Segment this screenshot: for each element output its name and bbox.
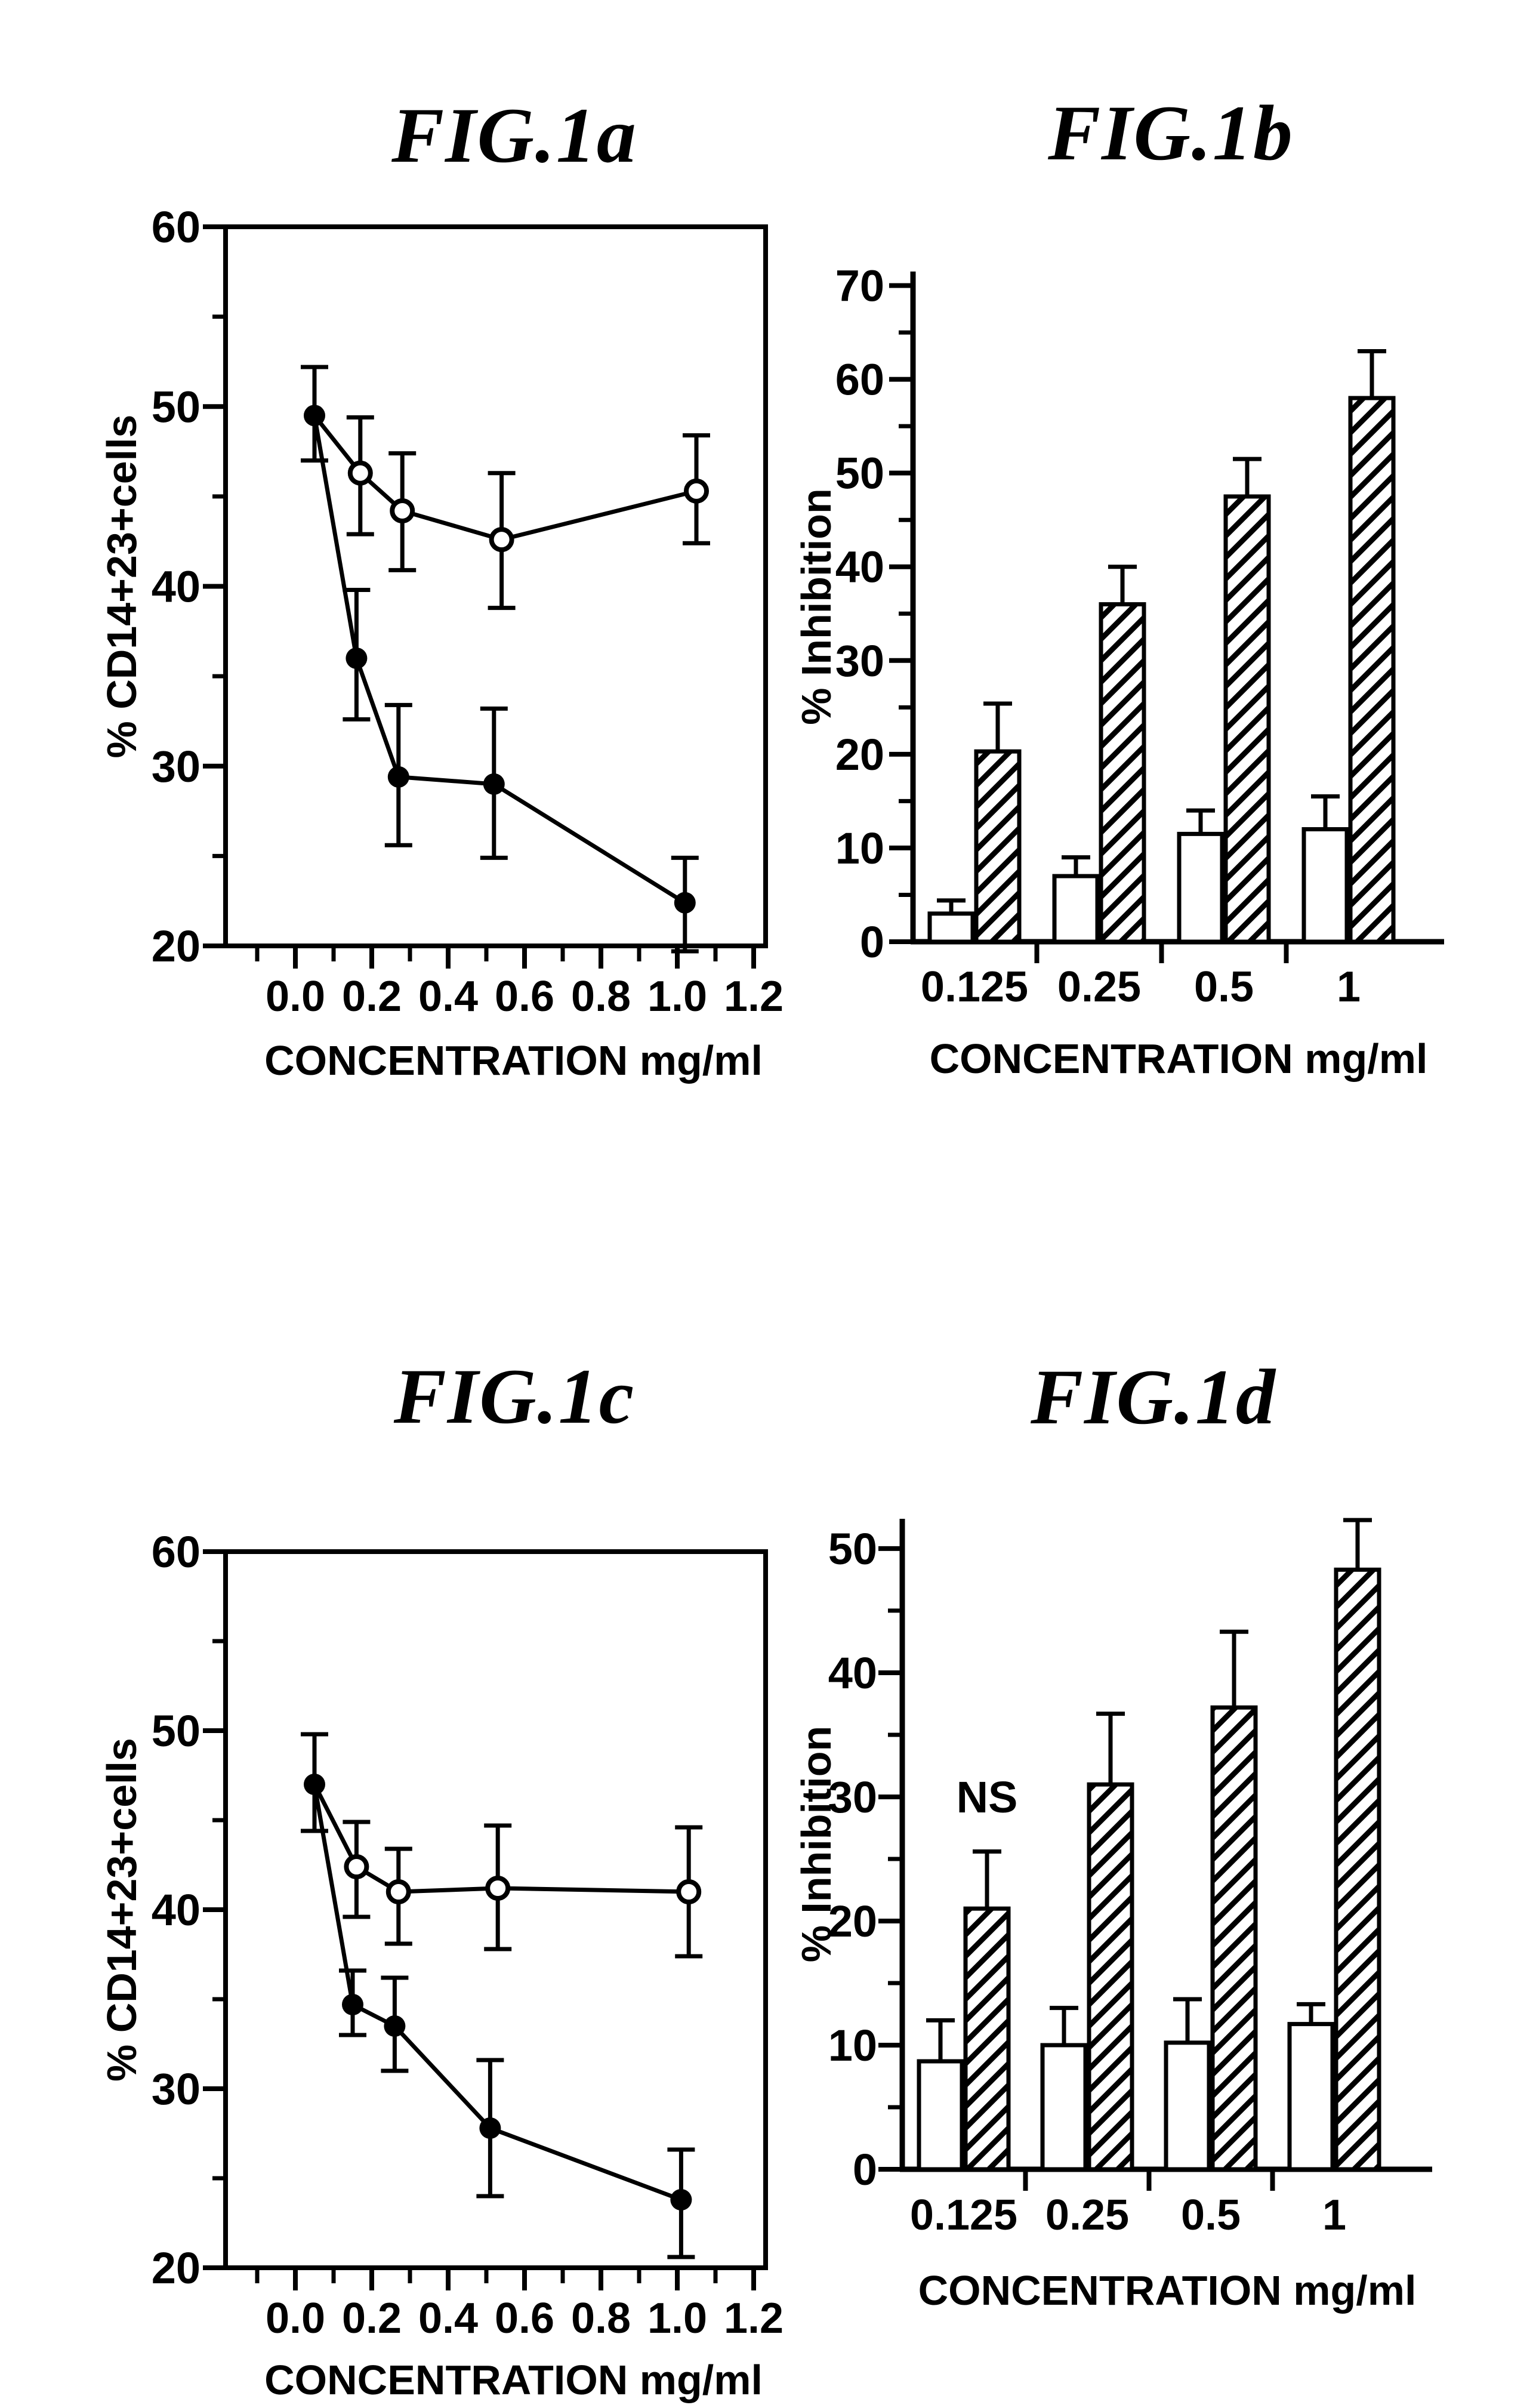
category-label: 0.5 xyxy=(1180,2191,1241,2239)
open-bar xyxy=(1166,2043,1209,2169)
open-circle-marker xyxy=(686,481,707,501)
hatched-bar xyxy=(1226,497,1269,942)
fig1d-panel xyxy=(793,1519,1432,2314)
x-tick-label: 1.0 xyxy=(647,973,708,1020)
category-label: 1 xyxy=(1336,963,1361,1011)
category-label: 1 xyxy=(1322,2191,1347,2239)
y-axis-label: % CD14+23+cells xyxy=(98,414,145,759)
filled-circle-marker xyxy=(342,1994,363,2015)
open-circle-marker xyxy=(492,529,512,550)
x-tick-label: 0.6 xyxy=(494,2295,555,2342)
category-label: 0.5 xyxy=(1193,963,1254,1011)
y-tick-label: 50 xyxy=(151,382,201,432)
figure-title-fig1c: FIG.1c xyxy=(393,1352,636,1440)
open-circle-marker xyxy=(350,463,371,483)
filled-circle-marker xyxy=(346,648,367,669)
x-axis-label: CONCENTRATION mg/ml xyxy=(929,1035,1428,1082)
y-tick-label: 60 xyxy=(151,202,201,252)
y-axis-label: % Inhibition xyxy=(793,488,840,725)
open-bar xyxy=(1179,834,1222,942)
figure-title-fig1a: FIG.1a xyxy=(391,91,637,179)
x-tick-label: 0.0 xyxy=(265,973,326,1020)
filled-circle-marker xyxy=(674,892,696,914)
filled-circle-marker xyxy=(304,1774,325,1795)
y-tick-label: 20 xyxy=(835,729,884,779)
y-tick-label: 0 xyxy=(859,917,884,967)
x-tick-label: 0.4 xyxy=(418,2295,479,2342)
y-axis-label: % Inhibition xyxy=(793,1725,840,1963)
y-tick-label: 30 xyxy=(828,1772,877,1822)
y-tick-label: 30 xyxy=(835,636,884,686)
y-tick-label: 70 xyxy=(835,261,884,311)
category-label: 0.125 xyxy=(920,963,1029,1011)
x-tick-label: 0.4 xyxy=(418,973,479,1020)
open-circle-marker xyxy=(392,501,412,521)
filled-circle-marker xyxy=(483,773,505,795)
hatched-bar xyxy=(1213,1707,1256,2169)
open-bar xyxy=(930,914,973,942)
figure-title-fig1b: FIG.1b xyxy=(1048,89,1294,177)
filled-circle-marker xyxy=(479,2117,501,2139)
fig1c-panel xyxy=(98,1527,784,2403)
annotation-ns: NS xyxy=(956,1772,1018,1822)
category-label: 0.125 xyxy=(909,2191,1018,2239)
y-tick-label: 20 xyxy=(151,2243,201,2293)
x-axis-label: CONCENTRATION mg/ml xyxy=(264,2357,763,2403)
hatched-bar xyxy=(966,1908,1008,2169)
fig1c-plot-box xyxy=(226,1552,766,2268)
hatched-bar xyxy=(1336,1570,1379,2169)
x-tick-label: 0.2 xyxy=(341,973,402,1020)
y-tick-label: 30 xyxy=(151,741,201,791)
filled-circle-marker xyxy=(304,405,325,426)
y-tick-label: 40 xyxy=(828,1648,877,1698)
y-tick-label: 40 xyxy=(835,542,884,592)
y-tick-label: 40 xyxy=(151,562,201,612)
y-tick-label: 60 xyxy=(835,354,884,405)
x-tick-label: 0.0 xyxy=(265,2295,326,2342)
filled-circle-marker xyxy=(670,2189,692,2210)
x-tick-label: 1.2 xyxy=(723,973,784,1020)
figure-title-fig1d: FIG.1d xyxy=(1031,1353,1276,1441)
filled-circle-series-error-bars xyxy=(301,1734,695,2257)
open-bar xyxy=(919,2061,962,2169)
x-tick-label: 0.8 xyxy=(570,973,631,1020)
open-circle-marker xyxy=(346,1857,366,1877)
fig1a-panel xyxy=(98,202,784,1084)
y-tick-label: 30 xyxy=(151,2064,201,2114)
category-label: 0.25 xyxy=(1045,2191,1130,2239)
y-tick-label: 20 xyxy=(151,921,201,971)
x-tick-label: 0.6 xyxy=(494,973,555,1020)
open-circle-marker xyxy=(678,1882,699,1902)
x-axis-label: CONCENTRATION mg/ml xyxy=(918,2267,1417,2314)
y-tick-label: 0 xyxy=(852,2145,877,2194)
y-tick-label: 10 xyxy=(828,2020,877,2070)
hatched-bar xyxy=(976,751,1019,942)
filled-circle-marker xyxy=(388,766,409,788)
y-tick-label: 60 xyxy=(151,1527,201,1577)
hatched-bar xyxy=(1089,1784,1132,2169)
y-axis-label: % CD14+23+cells xyxy=(98,1738,145,2082)
filled-circle-marker xyxy=(384,2015,405,2037)
open-bar xyxy=(1290,2024,1333,2169)
x-tick-label: 1.0 xyxy=(647,2295,708,2342)
open-circle-series-line xyxy=(314,1784,689,1892)
hatched-bar xyxy=(1350,398,1393,942)
x-axis-label: CONCENTRATION mg/ml xyxy=(264,1037,763,1084)
fig1b-panel xyxy=(793,261,1444,1082)
open-bar xyxy=(1054,876,1097,942)
y-tick-label: 50 xyxy=(835,448,884,498)
open-circle-marker xyxy=(488,1878,508,1898)
y-tick-label: 20 xyxy=(828,1896,877,1946)
y-tick-label: 40 xyxy=(151,1885,201,1935)
open-bar xyxy=(1304,830,1347,942)
category-label: 0.25 xyxy=(1057,963,1142,1011)
open-circle-marker xyxy=(388,1882,409,1902)
x-tick-label: 0.2 xyxy=(341,2295,402,2342)
y-tick-label: 10 xyxy=(835,823,884,873)
hatched-bar xyxy=(1101,605,1144,942)
x-tick-label: 0.8 xyxy=(570,2295,631,2342)
open-bar xyxy=(1042,2045,1085,2169)
y-tick-label: 50 xyxy=(828,1524,877,1574)
x-tick-label: 1.2 xyxy=(723,2295,784,2342)
y-tick-label: 50 xyxy=(151,1706,201,1756)
